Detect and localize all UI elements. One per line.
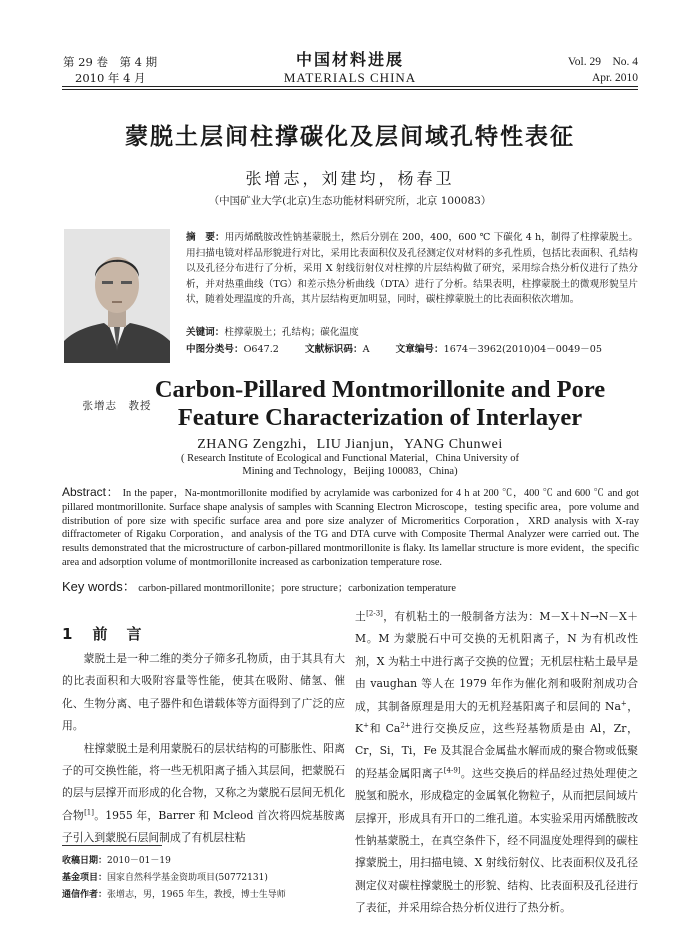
paper-title-en: Carbon-Pillared Montmorillonite and Pore Feature Characterization of Interlayer — [154, 376, 606, 431]
citation: [4-9] — [443, 766, 461, 775]
keywords-cn-label: 关键词： — [186, 327, 225, 338]
clc-value: O647.2 — [243, 344, 279, 355]
journal-name — [250, 50, 450, 86]
issue-volume-en: Vol. 29 No. 4 — [567, 56, 638, 68]
section-heading — [62, 623, 161, 644]
abstract-en — [62, 486, 639, 570]
authors-cn: 张增志，刘建均，杨春卫 — [245, 169, 455, 188]
issue-date-cn: 2010 年 4 月 — [75, 71, 146, 85]
citation: [2-3] — [366, 609, 383, 618]
doc-code-label: 文献标识码： — [305, 344, 363, 355]
header-rule-bottom — [62, 89, 638, 90]
body-paragraph: 柱撑蒙脱土是利用蒙脱石的层状结构的可膨胀性、阳离子的可交换性能，将一些无机阳离子插入其层间，把蒙脱石的层与层撑开而形成的化合物，又称之为蒙脱石层间无机化合物[1]。1955 年，Barrer 和 Mcleod 首次将四烷基胺离子引入到蒙脱石层间制成了有机层柱粘 — [62, 741, 346, 845]
body-paragraph: 蒙脱土是一种二维的类分子筛多孔物质，由于其具有大的比表面积和大吸附容量等性能，使其在吸附、储氢、催化、生物分离、电子器件和色谱载体等方面得到了广泛的应用。 — [62, 652, 345, 733]
abstract-cn — [186, 230, 638, 308]
body-column-right — [355, 606, 638, 920]
footnote-fund: 基金项目：国家自然科学基金资助项目(50772131) — [62, 873, 268, 883]
keywords-en-label: Key words： — [62, 579, 136, 594]
issue-info-cn — [63, 54, 157, 86]
body-column-left — [62, 648, 345, 850]
footnote-received: 收稿日期：2010－01－19 — [62, 856, 171, 866]
authors-en: ZHANG Zengzhi，LIU Jianjun，YANG Chunwei — [197, 437, 503, 452]
affiliation-en: ( Research Institute of Ecological and Functional Material，China University of Mining and Technology，Beijing 100083，China) — [181, 453, 519, 477]
header-rule-top — [62, 86, 638, 87]
keywords-cn-text: 柱撑蒙脱土；孔结构；碳化温度 — [224, 327, 359, 338]
section-number: 1 — [62, 625, 75, 643]
keywords-en-text: carbon-pillared montmorillonite；pore structure；carbonization temperature — [138, 583, 456, 594]
abstract-cn-text: 用丙烯酰胺改性钠基蒙脱土，然后分别在 200，400，600 ℃ 下碳化 4 h，制得了柱撑蒙脱土。用扫描电镜对样品形貌进行对比，采用比表面积仪及孔径测定仪对材料的多孔性质，包括比表面积、孔结构以及孔径分布进行了分析，采用 X 射线衍射仪对柱撑的片层结构做了研究，采用综合热分析仪进行了热分析，并对热重曲线（TG）和差示热分析曲线（DTA）进行了分析。结果表明，柱撑蒙脱土的微观形貌呈片状，随着处理温度的升高，其片层结构更加明显，同时，碳柱撑蒙脱土的比表面积依次增加。 — [186, 232, 638, 305]
photo-caption: 张增志 教授 — [82, 400, 152, 412]
abstract-cn-label: 摘 要： — [186, 232, 225, 243]
footnote-rule — [62, 845, 162, 846]
article-no-value: 1674－3962(2010)04－0049－05 — [443, 344, 602, 355]
abstract-en-text: In the paper，Na-montmorillonite modified by acrylamide was carbonized for 4 h at 200 ℃，400 ℃ and 600 ℃ and got pillared montmorillonite. Surface shape analysis of samples with Scanning Electron Microscope，testing specific area，pore volume and distribution of pore size with specific surface area and pore size analyzer of Micromeritics Corporation，XRD analysis with X-ray diffractometer of Rigaku Corporation，and analysis of the TG and DTA curve with Composite Thermal Analyzer were carried out. The results demonstrated that the microstructure of carbon-pillared montmorillonite is flaky. Its lamellar structure is more evident，the specific area and adsorption volume of montmorillonite increased as carbonization temperature rose. — [62, 488, 639, 568]
author-portrait-icon — [64, 229, 170, 363]
classification-cn — [186, 341, 638, 355]
clc-label: 中图分类号： — [186, 344, 244, 355]
author-photo — [64, 229, 170, 363]
doc-code-value: A — [362, 344, 370, 355]
body-paragraph: 土[2-3]，有机粘土的一般制备方法为：M－X＋N→N－X＋M。M 为蒙脱石中可交换的无机阳离子，N 为有机改性剂，X 为粘土中进行离子交换的位置；无机层柱粘土最早是由 vaughan 等人在 1979 年作为催化剂和吸附剂成功合成，其制备原理是用大的无机羟基阳离子和层间的 Na+，K+和 $Ca^{2+}$进行交换反应，这些羟基物质是由 Al，Zr，Cr，Si，Ti，Fe 及其混合金属盐水解而成的聚合物或低聚的羟基金属阳离子[4-9]。这些交换后的样品经过热处理使之脱氢和脱水，形成稳定的金属氧化物粒子，从而把层间域片层撑开，形成具有开口的二维孔道。本实验采用丙烯酰胺改性钠基蒙脱土，在真空条件下，经不同温度处理得到的碳柱撑蒙脱土，用扫描电镜、X 射线衍射仪、比表面积仪及孔径测定仪对碳柱撑蒙脱土的形貌、结构、比表面积及孔径进行了表征，并采用综合热分析仪进行了热分析。 — [355, 609, 639, 915]
paper-title-cn: 蒙脱土层间柱撑碳化及层间域孔特性表征 — [125, 124, 575, 150]
footnote-contact: 通信作者：张增志，男，1965 年生，教授，博士生导师 — [62, 890, 286, 900]
issue-volume-cn: 第 29 卷 第 4 期 — [63, 55, 158, 69]
section-title: 前 言 — [92, 625, 144, 643]
abstract-en-label: Abstract： — [62, 485, 120, 499]
journal-name-en: MATERIALS CHINA — [283, 70, 417, 85]
citation: [1] — [84, 808, 94, 817]
footnotes — [62, 853, 345, 904]
keywords-en — [62, 576, 639, 595]
journal-name-cn: 中国材料进展 — [295, 50, 404, 69]
affiliation-cn: （中国矿业大学(北京)生态功能材料研究所，北京 100083） — [208, 195, 492, 207]
keywords-cn — [186, 324, 638, 338]
issue-info-en — [568, 54, 638, 86]
article-no-label: 文章编号： — [395, 344, 444, 355]
issue-date-en: Apr. 2010 — [592, 72, 638, 84]
